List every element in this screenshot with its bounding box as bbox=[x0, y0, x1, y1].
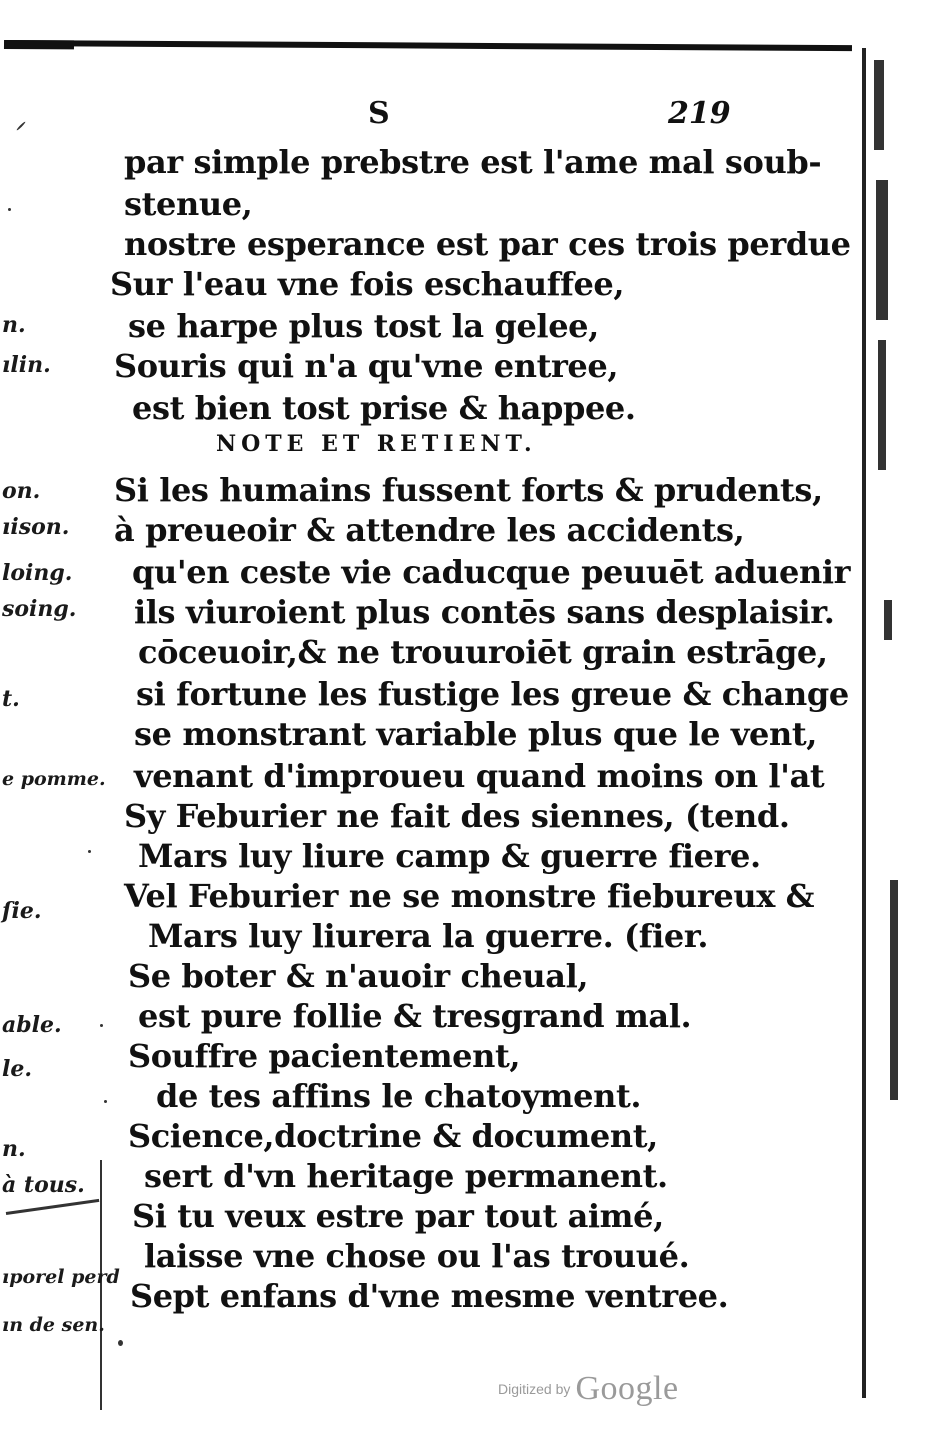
margin-note: n. bbox=[2, 1136, 26, 1162]
text-line: Si les humains fussent forts & prudents, bbox=[114, 471, 823, 509]
watermark-prefix: Digitized by bbox=[498, 1381, 571, 1397]
text-line: venant d'improueu quand moins on l'at bbox=[134, 757, 825, 795]
right-gutter bbox=[862, 48, 866, 1398]
margin-note: ſie. bbox=[2, 898, 42, 924]
text-line: Sur l'eau vne fois eschauffee, bbox=[110, 265, 625, 303]
section-heading: NOTE ET RETIENT. bbox=[216, 431, 537, 457]
margin-note: n. bbox=[2, 312, 26, 338]
margin-note: ılin. bbox=[2, 352, 51, 378]
text-line: si fortune les fustige les greue & change bbox=[136, 675, 849, 713]
ink-speck bbox=[8, 208, 11, 211]
top-rule-ink bbox=[4, 40, 74, 49]
margin-note: e pomme. bbox=[2, 768, 106, 790]
text-line: laisse vne chose ou l'as trouué. bbox=[144, 1237, 690, 1275]
ink-speck bbox=[88, 850, 91, 853]
digitized-by-google-watermark bbox=[498, 1370, 679, 1408]
text-line: nostre esperance est par ces trois perdue bbox=[124, 225, 851, 263]
text-line: par simple prebstre est l'ame mal soub- bbox=[124, 143, 822, 181]
gutter-bleed bbox=[884, 600, 892, 640]
text-line: Si tu veux estre par tout aimé, bbox=[132, 1197, 664, 1235]
text-line: de tes affins le chatoyment. bbox=[156, 1077, 642, 1115]
text-line: Science,doctrine & document, bbox=[128, 1117, 658, 1155]
margin-note: ın de sen. bbox=[2, 1314, 105, 1336]
text-line: stenue, bbox=[124, 185, 253, 223]
text-line: cōceuoir,& ne trouuroiēt grain estrāge, bbox=[138, 633, 828, 671]
margin-note: le. bbox=[2, 1056, 33, 1082]
text-line: ils viuroient plus contēs sans desplaisir. bbox=[134, 593, 835, 631]
text-line: se harpe plus tost la gelee, bbox=[128, 307, 599, 345]
text-line: Se boter & n'auoir cheual, bbox=[128, 957, 589, 995]
margin-note: t. bbox=[2, 686, 20, 712]
text-line: à preueoir & attendre les accidents, bbox=[114, 511, 745, 549]
gutter-bleed bbox=[878, 340, 886, 470]
gutter-bleed bbox=[874, 60, 884, 150]
margin-note: à tous. bbox=[2, 1172, 85, 1198]
ink-speck bbox=[100, 1024, 103, 1027]
header-letter: S bbox=[368, 96, 390, 131]
text-line: se monstrant variable plus que le vent, bbox=[134, 715, 817, 753]
text-line: Mars luy liure camp & guerre fiere. bbox=[138, 837, 761, 875]
margin-note: loing. bbox=[2, 560, 73, 586]
gutter-bleed bbox=[890, 880, 898, 1100]
margin-note: soing. bbox=[2, 596, 77, 622]
text-line: est pure follie & tresgrand mal. bbox=[138, 997, 692, 1035]
margin-note: ıporel perd bbox=[2, 1266, 120, 1288]
ink-speck bbox=[16, 121, 26, 131]
text-line: Vel Feburier ne se monstre fiebureux & bbox=[124, 877, 815, 915]
google-logo: Google bbox=[575, 1370, 679, 1407]
page-number: 219 bbox=[668, 96, 731, 131]
text-line: sert d'vn heritage permanent. bbox=[144, 1157, 668, 1195]
gutter-bleed bbox=[876, 180, 888, 320]
left-margin-rule bbox=[6, 1199, 100, 1215]
text-line: est bien tost prise & happee. bbox=[132, 389, 636, 427]
margin-note: on. bbox=[2, 478, 41, 504]
top-rule bbox=[6, 40, 852, 51]
text-line: Sept enfans d'vne mesme ventree. bbox=[130, 1277, 729, 1315]
text-line: qu'en ceste vie caducque peuuēt aduenir bbox=[132, 553, 851, 591]
ink-speck bbox=[104, 1100, 107, 1103]
text-line: Mars luy liurera la guerre. (fier. bbox=[148, 917, 709, 955]
text-line: Sy Feburier ne fait des siennes, (tend. bbox=[124, 797, 790, 835]
text-line: Souffre pacientement, bbox=[128, 1037, 521, 1075]
margin-note: able. bbox=[2, 1012, 62, 1038]
ink-speck bbox=[118, 1340, 123, 1346]
margin-note: ıison. bbox=[2, 514, 70, 540]
text-line: Souris qui n'a qu'vne entree, bbox=[114, 347, 619, 385]
